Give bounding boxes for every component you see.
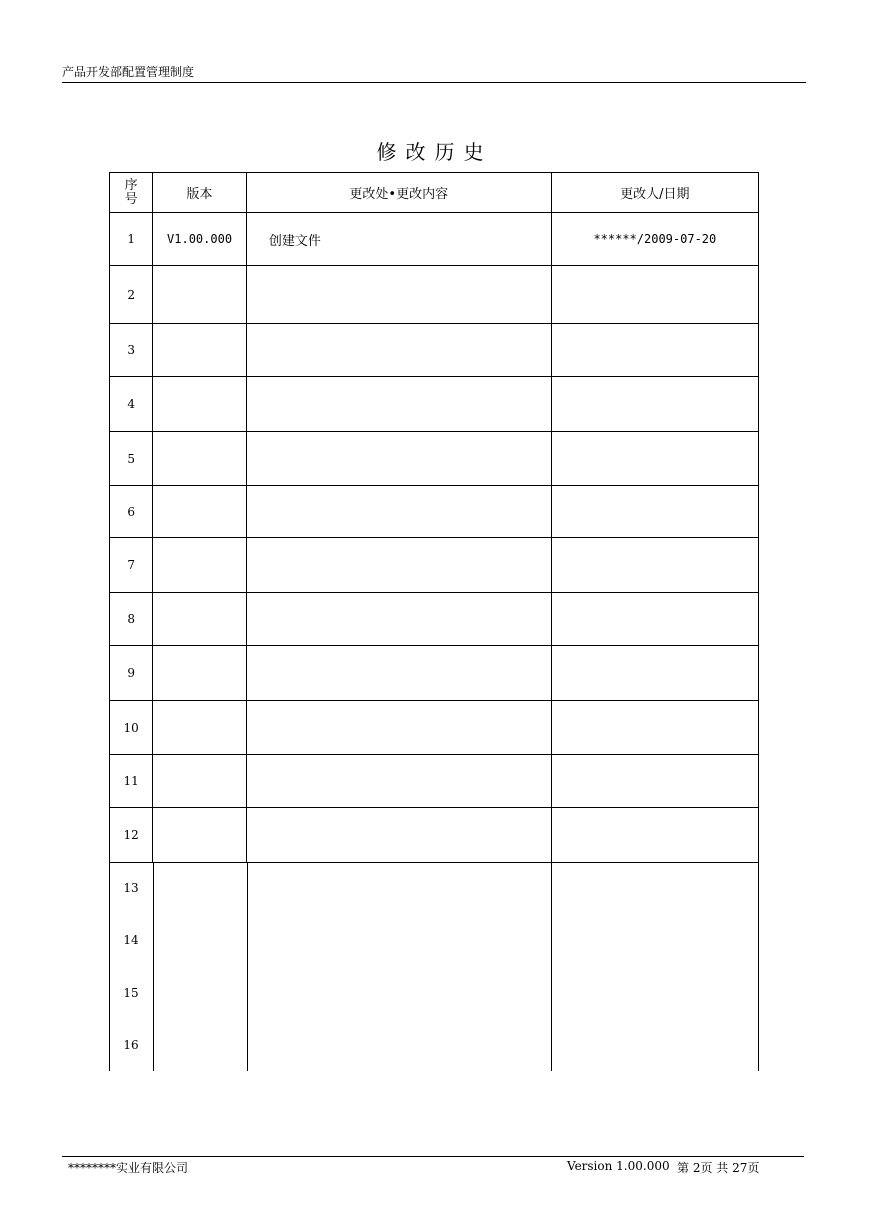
cell-author-date (551, 646, 758, 701)
cell-version: V1.00.000 (153, 213, 247, 266)
cell-author-date (551, 701, 758, 755)
table-header-row (110, 173, 759, 213)
table-divider-3 (551, 862, 552, 1071)
cell-content (246, 808, 551, 863)
cell-seq: 6 (110, 486, 153, 538)
cell-version (153, 377, 247, 432)
cell-content (246, 593, 551, 646)
cell-seq: 11 (110, 755, 153, 808)
table-row (110, 324, 759, 377)
cell-seq: 2 (110, 266, 153, 324)
cell-author-date (551, 538, 758, 593)
table-row (110, 213, 759, 266)
cell-seq: 10 (110, 701, 153, 755)
cell-seq: 9 (110, 646, 153, 701)
footer-version: Version 1.00.000 (567, 1159, 670, 1173)
cell-seq: 8 (110, 593, 153, 646)
table-border-right (758, 862, 759, 1071)
cell-content: 创建文件 (246, 213, 551, 266)
footer-company: ********实业有限公司 (68, 1161, 189, 1175)
cell-version (153, 808, 247, 863)
cell-version (153, 538, 247, 593)
cell-version (153, 755, 247, 808)
cell-version (153, 324, 247, 377)
table-row (110, 538, 759, 593)
cell-content (246, 755, 551, 808)
table-row (110, 486, 759, 538)
row-number: 16 (123, 1038, 139, 1052)
header-version: 版本 (153, 173, 247, 213)
cell-content (246, 701, 551, 755)
cell-seq: 12 (110, 808, 153, 863)
cell-version (153, 266, 247, 324)
cell-author-date (551, 266, 758, 324)
page-footer (62, 1156, 804, 1179)
row-number: 13 (123, 881, 139, 895)
table-row (110, 755, 759, 808)
cell-version (153, 701, 247, 755)
table-row (110, 701, 759, 755)
cell-author-date (551, 755, 758, 808)
cell-author-date (551, 808, 758, 863)
table-divider-1 (153, 862, 154, 1071)
cell-content (246, 432, 551, 486)
revision-history-table (109, 172, 759, 863)
cell-seq: 7 (110, 538, 153, 593)
row-number: 14 (123, 933, 139, 947)
cell-seq: 4 (110, 377, 153, 432)
cell-version (153, 486, 247, 538)
cell-seq: 5 (110, 432, 153, 486)
header-seq: 序号 (110, 173, 153, 213)
cell-content (246, 646, 551, 701)
cell-version (153, 593, 247, 646)
table-divider-2 (247, 862, 248, 1071)
cell-version (153, 432, 247, 486)
cell-content (246, 266, 551, 324)
table-row (110, 646, 759, 701)
cell-seq: 3 (110, 324, 153, 377)
cell-author-date (551, 377, 758, 432)
cell-content (246, 377, 551, 432)
cell-seq: 1 (110, 213, 153, 266)
document-title: 修改历史 (376, 140, 493, 164)
cell-author-date: ******/2009-07-20 (551, 213, 758, 266)
cell-author-date (551, 486, 758, 538)
table-row (110, 266, 759, 324)
table-row (110, 432, 759, 486)
footer-page-number: 第 2页 共 27页 (677, 1161, 760, 1175)
cell-content (246, 324, 551, 377)
cell-content (246, 486, 551, 538)
header-author-date: 更改人/日期 (551, 173, 758, 213)
table-tail-block (109, 862, 759, 1071)
cell-version (153, 646, 247, 701)
table-row (110, 593, 759, 646)
header-title: 产品开发部配置管理制度 (62, 65, 195, 79)
header-change-content: 更改处•更改内容 (246, 173, 551, 213)
cell-content (246, 538, 551, 593)
table-row (110, 808, 759, 863)
cell-author-date (551, 432, 758, 486)
cell-author-date (551, 324, 758, 377)
cell-author-date (551, 593, 758, 646)
row-number: 15 (123, 986, 139, 1000)
page-header (62, 62, 806, 83)
table-row (110, 377, 759, 432)
